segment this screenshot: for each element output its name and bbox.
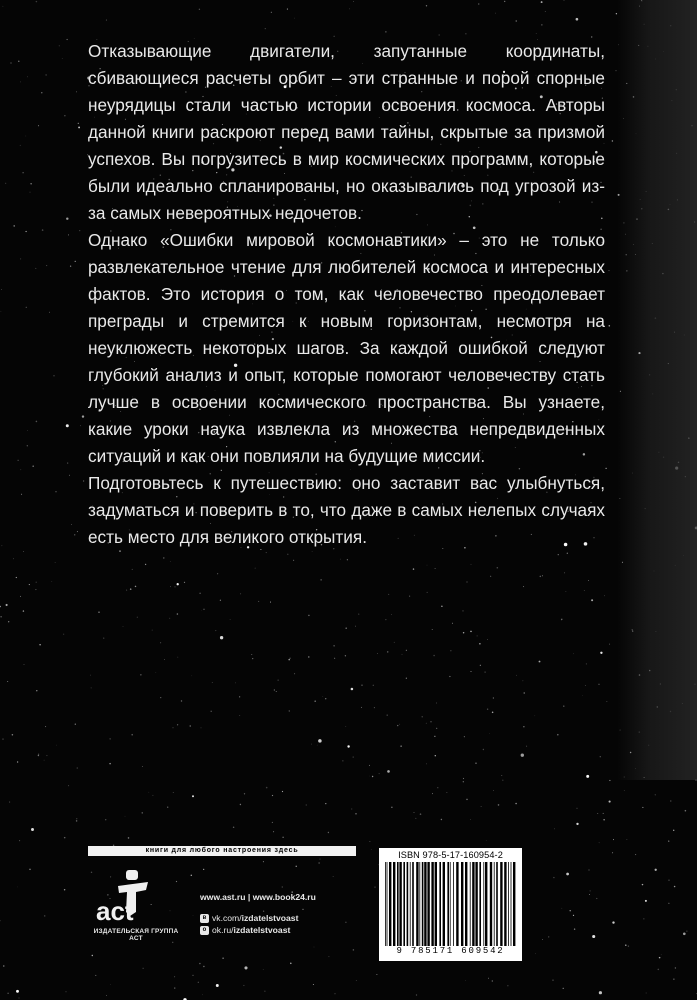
blurb-paragraph-1: Отказывающие двигатели, запутанные координаты, сбивающиеся расчеты орбит – эти странные и порой спорные неурядицы стали частью истории освоения космоса. Авторы данной книги раскроют перед вами тайны, скрытые за призмой успехов. Вы погрузитесь в мир космических программ, которые были идеально спланированы, но оказывались под угрозой из-за самых невероятных недочетов. bbox=[88, 41, 605, 223]
website-links[interactable]: www.ast.ru | www.book24.ru bbox=[200, 892, 316, 902]
logo-lettering: act bbox=[96, 896, 134, 926]
blurb-paragraph-3: Подготовьтесь к путешествию: оно заставит вас улыбнуться, задуматься и поверить в то, что даже в самых нелепых случаях есть место для великого открытия. bbox=[88, 473, 605, 547]
barcode-digits: 9 785171 609542 bbox=[396, 946, 505, 956]
vk-icon: в bbox=[200, 914, 209, 923]
blurb-paragraph-2: Однако «Ошибки мировой космонавтики» – это не только развлекательное чтение для любителей космоса и интересных фактов. Это история о том, как человечество преодолевает преграды и стремится к новым горизонтам, несмотря на неуклюжесть некоторых шагов. За каждой ошибкой следуют глубокий анализ и опыт, которые помогают человечеству стать лучше в освоении космического пространства. Вы узнаете, какие уроки наука извлекла из множества непредвиденных ситуаций и как они повлияли на будущие миссии. bbox=[88, 230, 605, 466]
ok-link-handle: izdatelstvoast bbox=[233, 925, 291, 935]
spine-shadow bbox=[617, 0, 697, 780]
vk-link-prefix: vk.com/ bbox=[212, 913, 242, 923]
publisher-name: ИЗДАТЕЛЬСКАЯ ГРУППА АСТ bbox=[93, 928, 179, 942]
ok-link-prefix: ok.ru/ bbox=[212, 925, 234, 935]
vk-link[interactable] bbox=[200, 912, 316, 924]
ok-icon: о bbox=[200, 926, 209, 935]
ok-link[interactable] bbox=[200, 924, 316, 936]
isbn-number: ISBN 978-5-17-160954-2 bbox=[398, 850, 503, 860]
back-cover-blurb bbox=[88, 38, 605, 551]
vk-link-handle: izdatelstvoast bbox=[241, 913, 299, 923]
publisher-tagline: книги для любого настроения здесь bbox=[88, 846, 356, 856]
barcode-icon bbox=[383, 862, 518, 950]
publisher-links bbox=[200, 892, 316, 936]
isbn-barcode-label bbox=[379, 848, 522, 961]
